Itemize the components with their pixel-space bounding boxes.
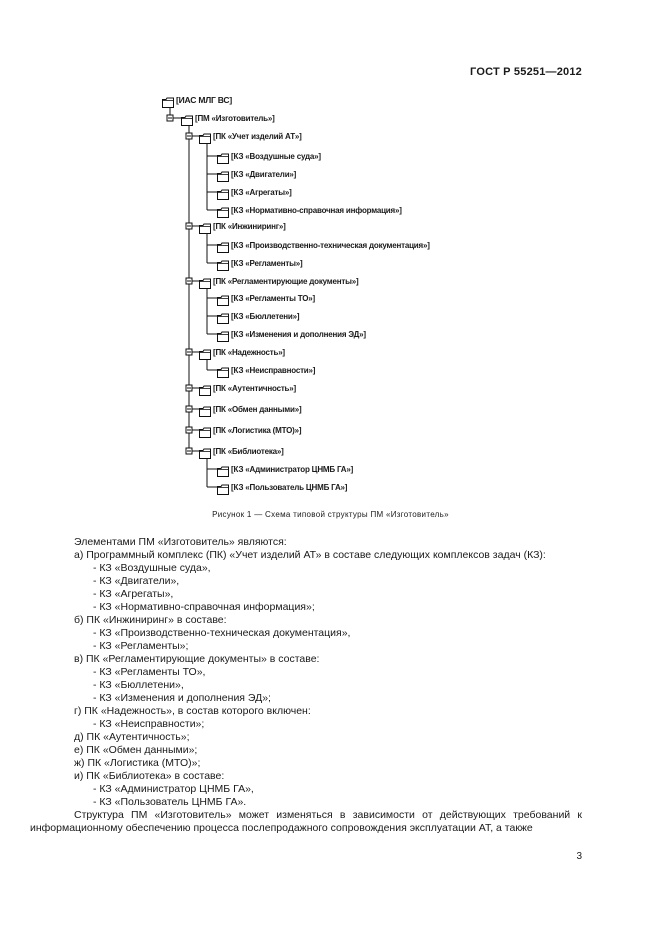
list-item: в) ПК «Регламентирующие документы» в составе: bbox=[74, 653, 320, 665]
tree-node-pk bbox=[199, 444, 284, 458]
tree-node-pk bbox=[199, 423, 301, 437]
folder-icon bbox=[217, 205, 229, 216]
list-intro: Элементами ПМ «Изготовитель» являются: bbox=[74, 536, 287, 548]
tree-node-kz bbox=[217, 291, 315, 305]
tree-node-label: [КЗ «Нормативно-справочная информация»] bbox=[231, 205, 402, 215]
figure-caption: Рисунок 1 — Схема типовой структуры ПМ «Изготовитель» bbox=[212, 510, 449, 519]
tree-node-kz bbox=[217, 327, 366, 341]
list-subitem: - КЗ «Производственно-техническая документация», bbox=[93, 627, 351, 639]
list-item: б) ПК «Инжиниринг» в составе: bbox=[74, 614, 227, 626]
tree-node-pk bbox=[199, 274, 358, 288]
list-subitem: - КЗ «Воздушные суда», bbox=[93, 562, 211, 574]
folder-icon bbox=[217, 464, 229, 475]
folder-icon bbox=[217, 187, 229, 198]
tree-node-kz bbox=[217, 256, 302, 270]
tree-node-label: [КЗ «Изменения и дополнения ЭД»] bbox=[231, 329, 366, 339]
tree-node-label: [ПК «Надежность»] bbox=[213, 347, 285, 357]
folder-icon bbox=[217, 169, 229, 180]
list-item: а) Программный комплекс (ПК) «Учет изделий АТ» в составе следующих комплексов задач (КЗ): bbox=[74, 549, 546, 561]
list-subitem: - КЗ «Нормативно-справочная информация»; bbox=[93, 601, 315, 613]
folder-icon bbox=[217, 329, 229, 340]
tree-node-pk bbox=[199, 129, 302, 143]
tree-node-label: [ПК «Логистика (МТО)»] bbox=[213, 425, 302, 435]
folder-icon bbox=[199, 131, 211, 142]
tree-node-label: [КЗ «Регламенты»] bbox=[231, 258, 303, 268]
list-item: г) ПК «Надежность», в состав которого включен: bbox=[74, 705, 311, 717]
tree-node-kz bbox=[217, 309, 299, 323]
list-item: е) ПК «Обмен данными»; bbox=[74, 744, 198, 756]
tree-node-label: [КЗ «Агрегаты»] bbox=[231, 187, 292, 197]
tree-node-kz bbox=[217, 480, 347, 494]
tree-node-kz bbox=[217, 238, 430, 252]
list-item: ж) ПК «Логистика (МТО)»; bbox=[74, 757, 201, 769]
folder-icon bbox=[217, 482, 229, 493]
folder-icon bbox=[199, 404, 211, 415]
folder-icon bbox=[217, 258, 229, 269]
tree-node-kz bbox=[217, 167, 296, 181]
tree-node-kz bbox=[217, 149, 321, 163]
tree-node-label: [ПК «Библиотека»] bbox=[213, 446, 284, 456]
folder-icon bbox=[181, 113, 193, 124]
tree-node-pm bbox=[181, 111, 275, 125]
page-number: 3 bbox=[576, 851, 582, 862]
list-item: и) ПК «Библиотека» в составе: bbox=[74, 770, 225, 782]
tree-node-kz bbox=[217, 462, 353, 476]
folder-icon bbox=[162, 95, 174, 106]
paragraph-line: информационному обеспечению процесса послепродажного сопровождения эксплуатации АТ, а также bbox=[30, 822, 533, 834]
tree-node-label: [КЗ «Двигатели»] bbox=[231, 169, 297, 179]
standard-header: ГОСТ Р 55251—2012 bbox=[470, 66, 582, 78]
list-subitem: - КЗ «Двигатели», bbox=[93, 575, 180, 587]
folder-icon bbox=[199, 446, 211, 457]
tree-node-pk bbox=[199, 219, 286, 233]
tree-node-label: [КЗ «Бюллетени»] bbox=[231, 311, 300, 321]
tree-node-pk bbox=[199, 345, 285, 359]
folder-icon bbox=[217, 151, 229, 162]
tree-node-label: [КЗ «Администратор ЦНМБ ГА»] bbox=[231, 464, 354, 474]
tree-node-label: [ПК «Учет изделий АТ»] bbox=[213, 131, 302, 141]
folder-icon bbox=[199, 425, 211, 436]
folder-icon bbox=[217, 311, 229, 322]
folder-icon bbox=[199, 276, 211, 287]
folder-icon bbox=[199, 221, 211, 232]
tree-node-label: [ИАС МЛГ ВС] bbox=[176, 95, 232, 105]
list-subitem: - КЗ «Неисправности»; bbox=[93, 718, 205, 730]
tree-node-kz bbox=[217, 203, 402, 217]
tree-node-label: [ПМ «Изготовитель»] bbox=[195, 113, 275, 123]
tree-node-label: [ПК «Обмен данными»] bbox=[213, 404, 302, 414]
list-subitem: - КЗ «Администратор ЦНМБ ГА», bbox=[93, 783, 254, 795]
tree-node-label: [КЗ «Неисправности»] bbox=[231, 365, 316, 375]
list-subitem: - КЗ «Регламенты»; bbox=[93, 640, 189, 652]
tree-node-kz bbox=[217, 185, 292, 199]
paragraph-line: Структура ПМ «Изготовитель» может изменяться в зависимости от действующих требований к bbox=[74, 809, 582, 821]
list-subitem: - КЗ «Агрегаты», bbox=[93, 588, 174, 600]
tree-node-label: [КЗ «Регламенты ТО»] bbox=[231, 293, 315, 303]
folder-icon bbox=[217, 240, 229, 251]
tree-node-label: [ПК «Аутентичность»] bbox=[213, 383, 296, 393]
list-item: д) ПК «Аутентичность»; bbox=[74, 731, 190, 743]
list-subitem: - КЗ «Изменения и дополнения ЭД»; bbox=[93, 692, 271, 704]
folder-icon bbox=[217, 365, 229, 376]
folder-icon bbox=[199, 383, 211, 394]
tree-root bbox=[162, 93, 232, 107]
tree-node-pk bbox=[199, 381, 296, 395]
tree-node-label: [ПК «Регламентирующие документы»] bbox=[213, 276, 359, 286]
tree-node-label: [ПК «Инжиниринг»] bbox=[213, 221, 286, 231]
tree-node-label: [КЗ «Пользователь ЦНМБ ГА»] bbox=[231, 482, 348, 492]
folder-icon bbox=[199, 347, 211, 358]
folder-icon bbox=[217, 293, 229, 304]
list-subitem: - КЗ «Бюллетени», bbox=[93, 679, 184, 691]
tree-node-label: [КЗ «Воздушные суда»] bbox=[231, 151, 321, 161]
tree-node-kz bbox=[217, 363, 315, 377]
list-subitem: - КЗ «Регламенты ТО», bbox=[93, 666, 206, 678]
tree-node-label: [КЗ «Производственно-техническая документация»] bbox=[231, 240, 430, 250]
tree-node-pk bbox=[199, 402, 301, 416]
list-subitem: - КЗ «Пользователь ЦНМБ ГА». bbox=[93, 796, 247, 808]
